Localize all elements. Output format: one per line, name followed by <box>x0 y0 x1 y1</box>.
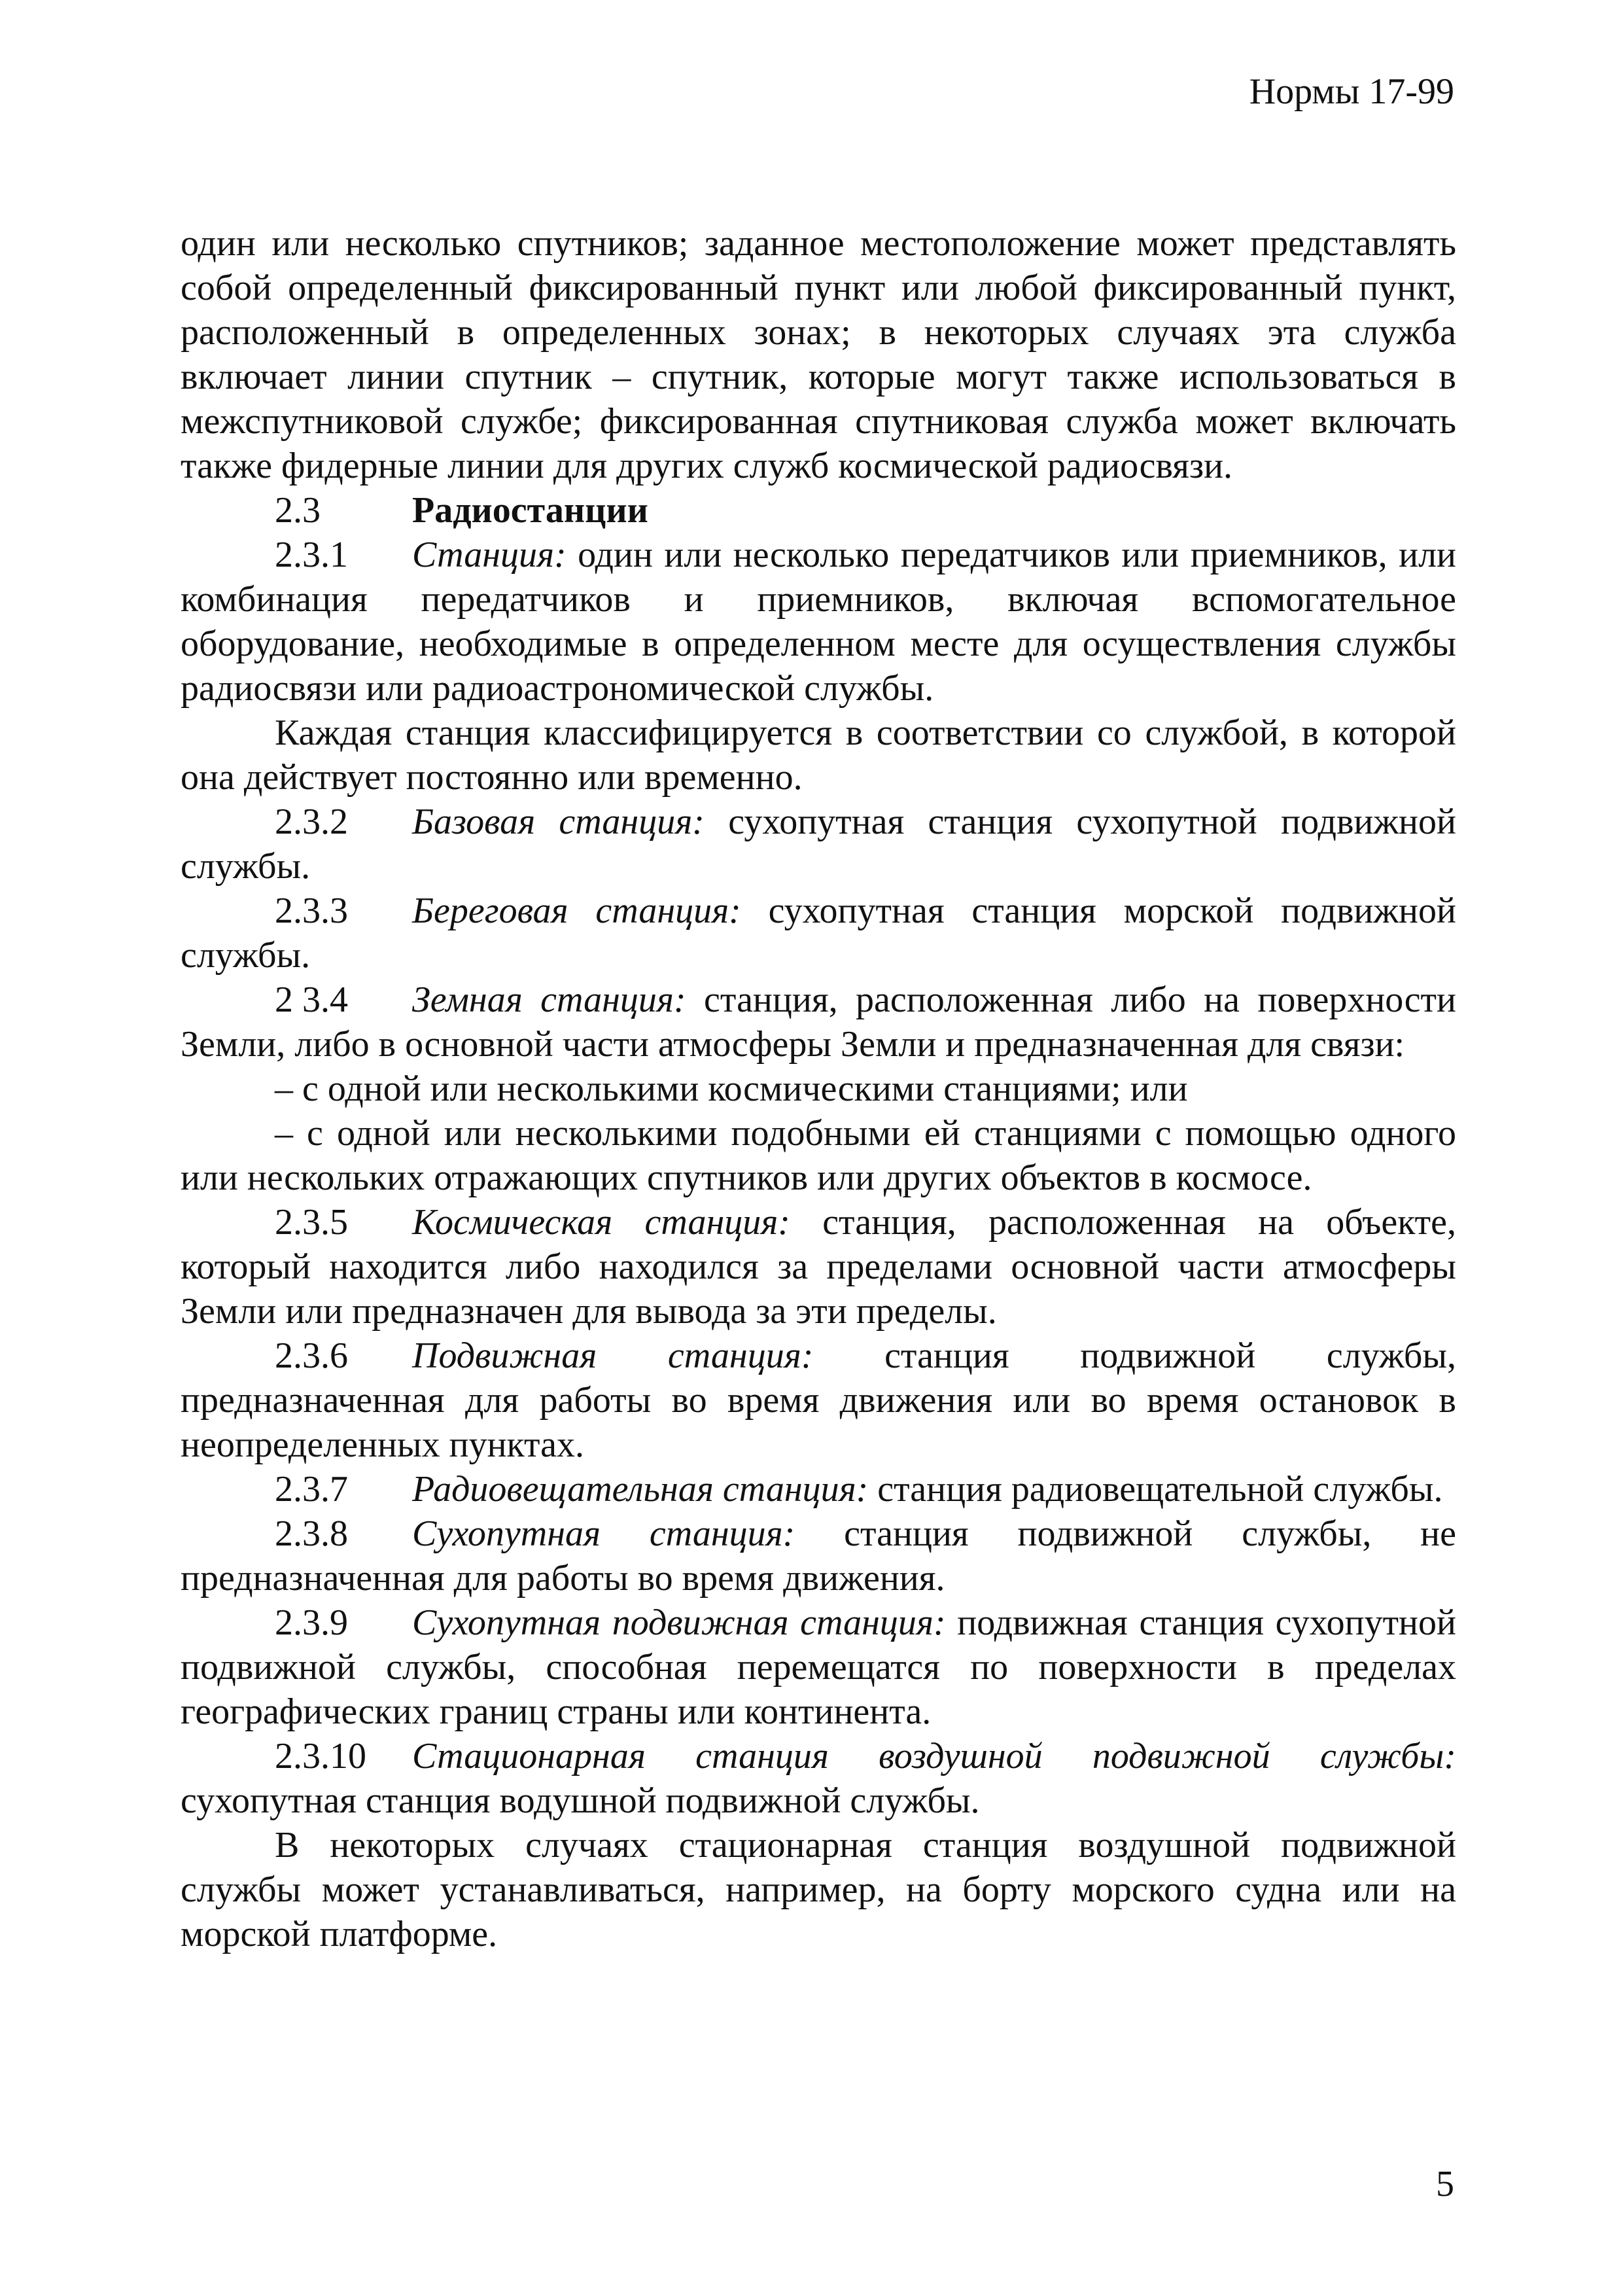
clause-number: 2 3.4 <box>275 980 348 1020</box>
definition-2-3-5 <box>181 1200 1456 1333</box>
defined-term: Стационарная станция воздушной подвижной службы: <box>412 1736 1456 1776</box>
clause-number: 2.3.7 <box>275 1469 348 1510</box>
defined-term: Базовая станция: <box>412 802 705 842</box>
defined-term: Земная станция: <box>412 980 686 1020</box>
list-item-1: – с одной или несколькими космическими станциями; или <box>275 1069 1188 1109</box>
clause-number: 2.3.9 <box>275 1602 348 1643</box>
definition-2-3-9 <box>181 1600 1456 1734</box>
definition-2-3-6 <box>181 1333 1456 1467</box>
clause-number: 2.3.8 <box>275 1513 348 1554</box>
definition-text: сухопутная станция водушной подвижной службы. <box>181 1780 980 1821</box>
definition-2-3-4 <box>181 978 1456 1067</box>
defined-term: Подвижная станция: <box>412 1335 814 1376</box>
definition-2-3-8 <box>181 1511 1456 1600</box>
defined-term: Радиовещательная станция: <box>412 1469 869 1510</box>
defined-term: Станция: <box>412 535 567 575</box>
defined-term: Сухопутная станция: <box>412 1513 795 1554</box>
definition-2-3-10 <box>181 1734 1456 1823</box>
section-title: Радиостанции <box>412 490 648 531</box>
definition-text: станция, расположенная на объекте, который находится либо находился за пределами основной части атмосферы Земли или предназначен для вывода за эти пределы. <box>181 1202 1456 1332</box>
definition-text: станция радиовещательной службы. <box>868 1469 1443 1510</box>
defined-term: Космическая станция: <box>412 1202 790 1243</box>
definition-2-3-3 <box>181 889 1456 978</box>
paragraph-classification: Каждая станция классифицируется в соответствии со службой, в которой она действует постоянно или временно. <box>181 713 1456 798</box>
definition-text: сухопутная станция сухопутной подвижной службы. <box>181 802 1456 887</box>
document-body <box>181 221 1456 1956</box>
definition-text: подвижная станция сухопутной подвижной службы, способная перемещатся по поверхности в пределах географических границ страны или континента. <box>181 1602 1456 1732</box>
definition-text: один или несколько передатчиков или приемников, или комбинация передатчиков и приемников, включая вспомогательное оборудование, необходимые в определенном месте для осуществления службы радиосвязи или радиоастрономической службы. <box>181 535 1456 709</box>
section-number: 2.3 <box>275 490 321 531</box>
defined-term: Береговая станция: <box>412 891 741 931</box>
definition-text: станция, расположенная либо на поверхности Земли, либо в основной части атмосферы Земли и предназначенная для связи: <box>181 980 1456 1065</box>
page-number: 5 <box>1436 2164 1454 2204</box>
clause-number: 2.3.6 <box>275 1335 348 1376</box>
paragraph-final: В некоторых случаях стационарная станция воздушной подвижной службы может устанавливаться, например, на борту морского судна или на морской платформе. <box>181 1825 1456 1954</box>
definition-text: станция подвижной службы, не предназначенная для работы во время движения. <box>181 1513 1456 1598</box>
definition-2-3-2 <box>181 800 1456 889</box>
page-header: Нормы 17-99 <box>1249 71 1454 112</box>
defined-term: Сухопутная подвижная станция: <box>412 1602 946 1643</box>
paragraph-continuation: один или несколько спутников; заданное местоположение может представлять собой определенный фиксированный пункт или любой фиксированный пункт, расположенный в определенных зонах; в некоторых случаях эта служба включает линии спутник – спутник, которые могут также использоваться в межспутниковой службе; фиксированная спутниковая служба может включать также фидерные линии для других служб космической радиосвязи. <box>181 223 1456 486</box>
definition-text: станция подвижной службы, предназначенная для работы во время движения или во время остановок в неопределенных пунктах. <box>181 1335 1456 1465</box>
clause-number: 2.3.3 <box>275 891 348 931</box>
clause-number: 2.3.1 <box>275 535 348 575</box>
clause-number: 2.3.5 <box>275 1202 348 1243</box>
definition-2-3-1 <box>181 533 1456 711</box>
clause-number: 2.3.2 <box>275 802 348 842</box>
definition-2-3-7 <box>181 1467 1456 1511</box>
definition-text: сухопутная станция морской подвижной службы. <box>181 891 1456 976</box>
clause-number: 2.3.10 <box>275 1736 366 1776</box>
list-item-2: – с одной или несколькими подобными ей станциями с помощью одного или нескольких отражающих спутников или других объектов в космосе. <box>181 1113 1456 1198</box>
section-heading-2-3 <box>181 488 1456 533</box>
